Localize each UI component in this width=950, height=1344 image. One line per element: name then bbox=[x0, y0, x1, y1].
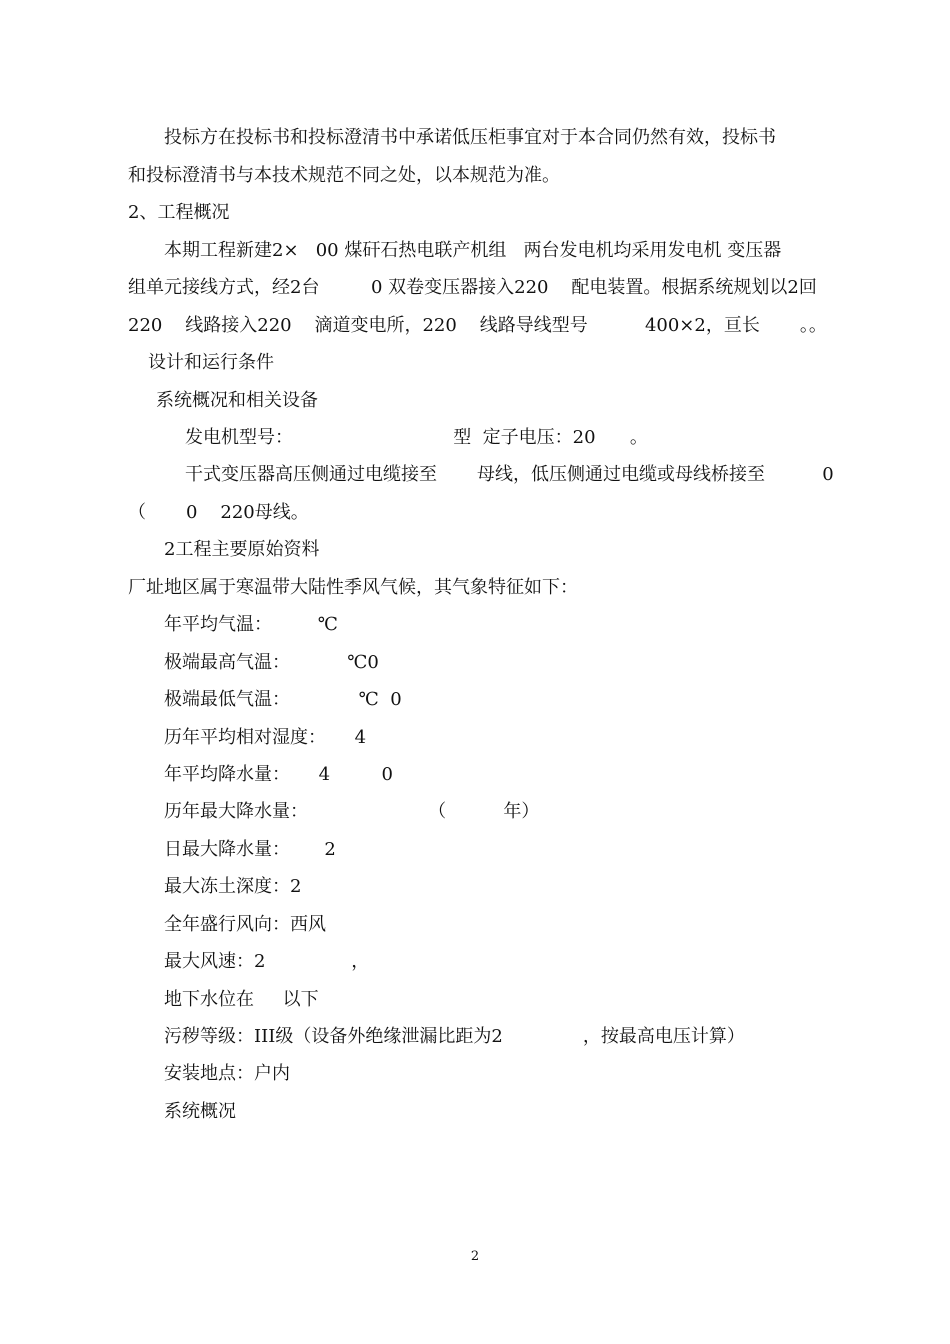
climate-item-max-precip: 历年最大降水量： （ 年） bbox=[164, 801, 540, 822]
climate-item-avg-precip: 年平均降水量： 4 0 bbox=[164, 764, 394, 785]
climate-item-wind-speed: 最大风速：2 ， bbox=[164, 951, 370, 972]
paragraph-line-2: 和投标澄清书与本技术规范不同之处，以本规范为准。 bbox=[128, 165, 560, 186]
climate-item-groundwater: 地下水位在 以下 bbox=[164, 989, 319, 1010]
climate-item-install-location: 安装地点：户内 bbox=[164, 1063, 290, 1084]
paragraph-line-4: 本期工程新建2× 00 煤矸石热电联产机组 两台发电机均采用发电机 变压器 bbox=[164, 240, 782, 261]
climate-item-min-temp: 极端最低气温： ℃ 0 bbox=[164, 689, 402, 710]
paragraph-line-5: 组单元接线方式，经2台 0 双卷变压器接入220 配电装置。根据系统规划以2回 bbox=[128, 277, 817, 298]
section-heading-design-conditions: 设计和运行条件 bbox=[148, 352, 274, 373]
paragraph-line-1: 投标方在投标书和投标澄清书中承诺低压柜事宜对于本合同仍然有效，投标书 bbox=[164, 127, 776, 148]
section-heading-original-data: 2工程主要原始资料 bbox=[164, 539, 320, 560]
climate-item-daily-precip: 日最大降水量： 2 bbox=[164, 839, 336, 860]
climate-item-pollution-level: 污秽等级：III级（设备外绝缘泄漏比距为2 ，按最高电压计算） bbox=[164, 1026, 745, 1047]
page-number: 2 bbox=[470, 1249, 480, 1264]
transformer-line: 干式变压器高压侧通过电缆接至 母线，低压侧通过电缆或母线桥接至 0 bbox=[185, 464, 834, 485]
section-heading-project-overview: 2、工程概况 bbox=[128, 202, 230, 223]
busbar-line: （ 0 220母线。 bbox=[128, 502, 309, 523]
section-heading-system-overview: 系统概况和相关设备 bbox=[156, 390, 318, 411]
section-heading-system-overview-2: 系统概况 bbox=[164, 1101, 236, 1122]
climate-item-frost-depth: 最大冻土深度：2 bbox=[164, 876, 302, 897]
paragraph-line-6: 220 线路接入220 滴道变电所，220 线路导线型号 400×2，亘长 。。 bbox=[128, 315, 827, 336]
climate-item-wind-direction: 全年盛行风向：西风 bbox=[164, 914, 326, 935]
climate-item-max-temp: 极端最高气温： ℃0 bbox=[164, 652, 379, 673]
climate-intro-line: 厂址地区属于寒温带大陆性季风气候，其气象特征如下： bbox=[128, 577, 578, 598]
climate-item-humidity: 历年平均相对湿度： 4 bbox=[164, 727, 367, 748]
generator-model-line: 发电机型号： 型 定子电压：20 。 bbox=[185, 427, 648, 448]
climate-item-avg-temp: 年平均气温： ℃ bbox=[164, 614, 338, 635]
